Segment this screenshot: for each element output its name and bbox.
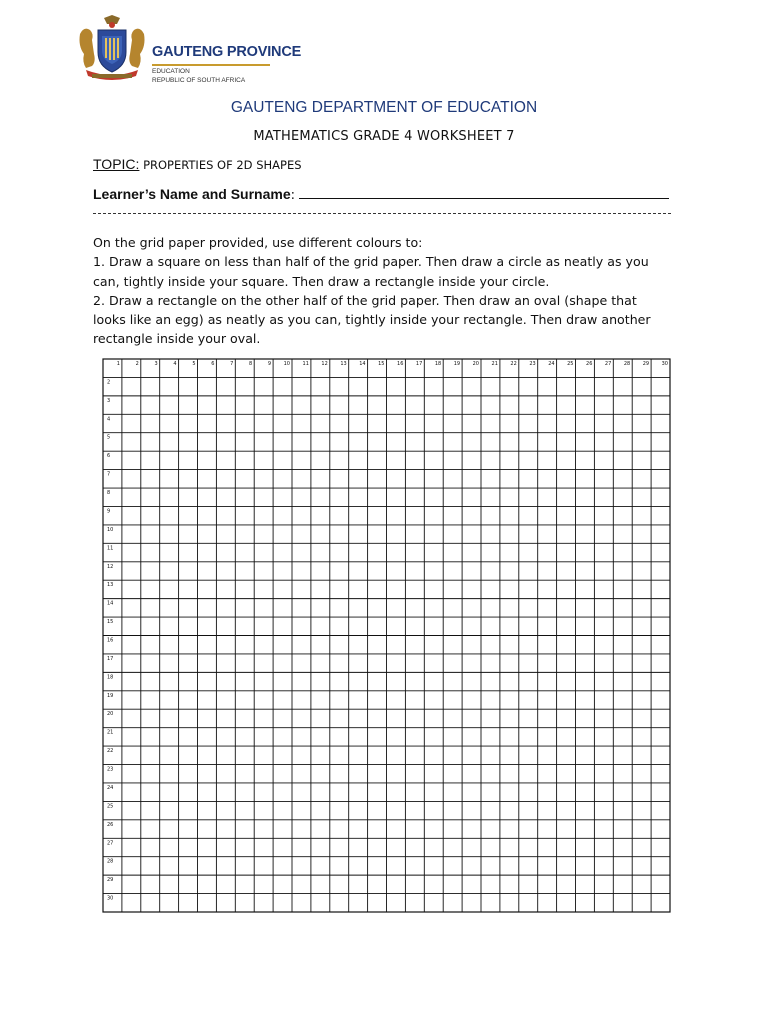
grid-column-number: 28 xyxy=(623,361,631,367)
grid-column-number: 3 xyxy=(154,361,158,367)
grid-row-number: 9 xyxy=(107,508,111,515)
department-title: GAUTENG DEPARTMENT OF EDUCATION xyxy=(230,99,538,116)
learner-name-label: Learner’s Name and Surname xyxy=(93,186,291,202)
grid-column-number: 8 xyxy=(249,361,253,367)
grid-row-number: 8 xyxy=(107,490,111,497)
grid-row-number: 21 xyxy=(107,729,114,736)
grid-column-number: 29 xyxy=(642,361,650,367)
dashed-separator xyxy=(93,213,671,214)
grid-column-number: 13 xyxy=(340,361,347,367)
grid-row-number: 6 xyxy=(107,453,111,460)
grid-row-number: 19 xyxy=(107,692,114,699)
grid-column-number: 14 xyxy=(359,361,366,367)
grid-column-number: 12 xyxy=(321,361,328,367)
grid-row-number: 26 xyxy=(107,821,114,828)
grid-column-number: 24 xyxy=(548,361,555,367)
instruction-item-2: 2. Draw a rectangle on the other half of the grid paper. Then draw an oval (shape that looks like an egg) as neatly as you can, tightly inside your rectangle. Then draw another rectangle inside your oval. xyxy=(93,292,651,347)
instructions xyxy=(93,233,673,349)
grid-row-number: 23 xyxy=(107,766,114,773)
grid-row-number: 4 xyxy=(107,416,111,423)
topic-label: TOPIC: xyxy=(93,156,140,172)
grid-column-number: 5 xyxy=(192,361,196,367)
grid-column-number: 11 xyxy=(302,361,309,367)
topic-line xyxy=(93,156,302,172)
grid-paper-svg xyxy=(102,358,671,913)
learner-name-line xyxy=(93,184,669,203)
grid-column-number: 4 xyxy=(173,361,177,367)
grid-column-number: 17 xyxy=(415,361,423,367)
grid-column-number: 6 xyxy=(211,361,215,367)
grid-column-number: 23 xyxy=(529,361,536,367)
grid-column-number: 2 xyxy=(135,361,139,367)
grid-column-number: 19 xyxy=(453,361,461,367)
coat-of-arms-icon xyxy=(74,14,150,84)
grid-row-number: 11 xyxy=(107,545,114,552)
grid-row-number: 27 xyxy=(107,840,114,847)
learner-name-colon: : xyxy=(290,188,296,203)
grid-row-number: 22 xyxy=(107,748,114,755)
grid-row-number: 30 xyxy=(107,895,114,902)
grid-row-number: 29 xyxy=(107,877,114,884)
grid-column-number: 22 xyxy=(510,361,517,367)
province-subtitle-country: REPUBLIC OF SOUTH AFRICA xyxy=(152,77,246,84)
grid-column-number: 1 xyxy=(116,361,120,367)
grid-row-number: 24 xyxy=(107,784,114,791)
grid-row-number: 7 xyxy=(107,471,111,478)
province-divider xyxy=(152,64,270,66)
grid-column-number: 25 xyxy=(567,361,574,367)
province-subtitle-education: EDUCATION xyxy=(152,68,190,75)
grid-row-number: 17 xyxy=(107,655,114,662)
grid-row-number: 28 xyxy=(107,858,114,865)
grid-row-number: 10 xyxy=(107,526,114,533)
grid-column-number: 10 xyxy=(283,361,290,367)
grid-row-number: 5 xyxy=(107,434,111,441)
grid-column-number: 26 xyxy=(586,361,593,367)
grid-row-number: 13 xyxy=(107,582,114,589)
instruction-item-1: 1. Draw a square on less than half of the grid paper. Then draw a circle as neatly as you can, tightly inside your square. Then draw a rectangle inside your circle. xyxy=(93,254,649,289)
instructions-intro: On the grid paper provided, use different colours to: xyxy=(93,235,423,250)
grid-row-number: 20 xyxy=(107,711,114,718)
learner-name-field[interactable] xyxy=(299,188,669,199)
grid-column-number: 20 xyxy=(472,361,479,367)
grid-column-number: 30 xyxy=(661,361,668,367)
worksheet-title: MATHEMATICS GRADE 4 WORKSHEET 7 xyxy=(253,129,515,144)
grid-row-number: 15 xyxy=(107,619,114,626)
grid-row-number: 16 xyxy=(107,637,114,644)
grid-column-number: 16 xyxy=(397,361,404,367)
province-title: GAUTENG PROVINCE xyxy=(152,44,302,60)
grid-column-number: 9 xyxy=(267,361,272,367)
topic-value: PROPERTIES OF 2D SHAPES xyxy=(139,158,302,172)
grid-paper[interactable] xyxy=(102,358,671,913)
grid-column-number: 27 xyxy=(604,361,612,367)
grid-row-number: 2 xyxy=(107,379,111,386)
grid-row-number: 25 xyxy=(107,803,114,810)
grid-column-number: 15 xyxy=(378,361,385,367)
grid-row-number: 18 xyxy=(107,674,114,681)
grid-column-number: 21 xyxy=(491,361,498,367)
grid-row-number: 12 xyxy=(107,563,114,570)
grid-row-number: 3 xyxy=(107,397,111,404)
grid-column-number: 7 xyxy=(230,361,234,367)
grid-column-number: 18 xyxy=(434,361,442,367)
gauteng-logo xyxy=(74,14,302,86)
grid-row-number: 14 xyxy=(107,600,114,607)
